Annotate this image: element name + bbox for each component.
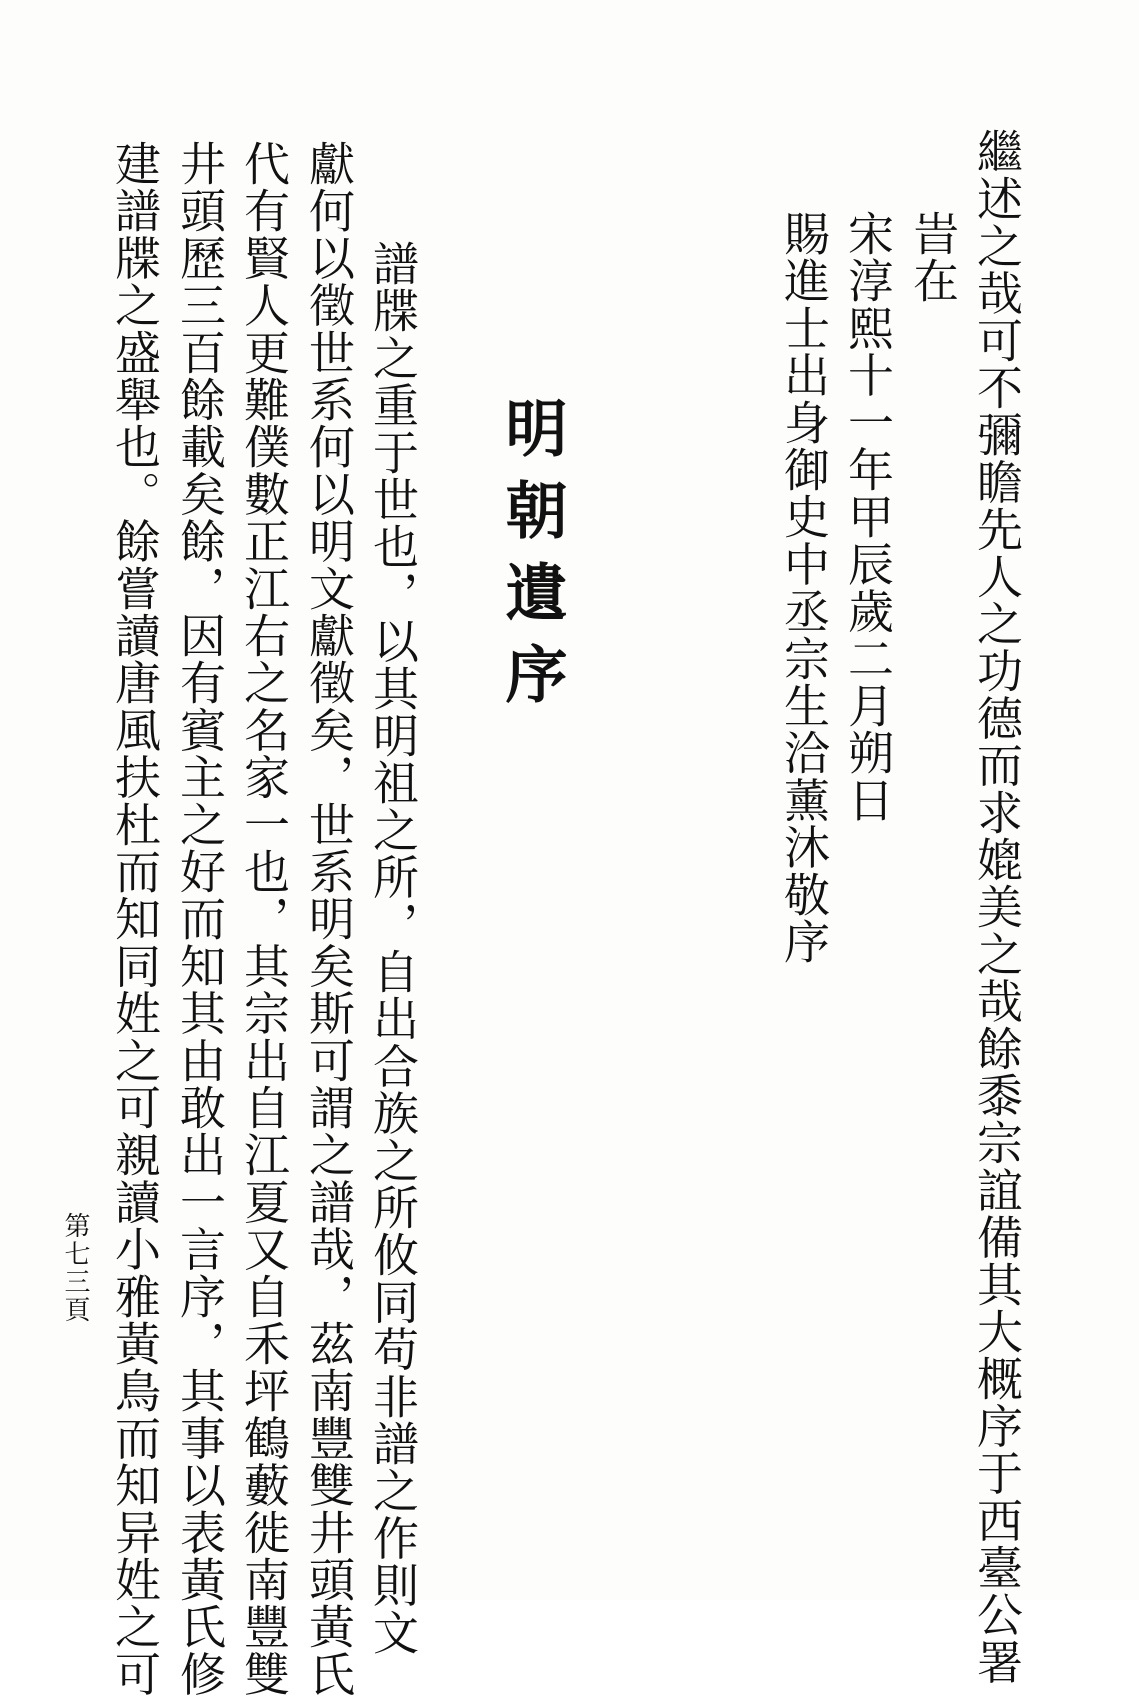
body-column-2: 獻何以徵世系何以明文獻徵矣，世系明矣斯可謂之譜哉，茲南豐雙井頭黃氏 bbox=[302, 140, 356, 1698]
page-number: 第七三頁 bbox=[60, 1212, 90, 1324]
body-column-3: 代有賢人更難僕數正江右之名家一也，其宗出自江夏又自禾坪鶴藪徙南豐雙 bbox=[237, 140, 291, 1698]
preface-column-1: 繼述之哉可不彌瞻先人之功德而求媲美之哉餘黍宗誼備其大概序于西臺公署 bbox=[970, 128, 1024, 1686]
section-title: 明朝遺序 bbox=[495, 396, 568, 724]
preface-column-4: 賜進士出身御史中丞宗生洽薰沐敬序 bbox=[777, 210, 831, 966]
body-column-4: 井頭歷三百餘載矣餘，因有賓主之好而知其由敢出一言序，其事以表黃氏修 bbox=[173, 140, 227, 1698]
body-column-1: 譜牒之重于世也，以其明祖之所，自出合族之所攸同苟非譜之作則文 bbox=[366, 240, 420, 1656]
preface-column-2: 旹在 bbox=[906, 210, 960, 305]
body-column-5: 建譜牒之盛舉也。餘嘗讀唐風扶杜而知同姓之可親讀小雅黃鳥而知异姓之可 bbox=[108, 140, 162, 1698]
preface-column-3: 宋淳熙十一年甲辰歲二月朔日 bbox=[841, 210, 895, 824]
